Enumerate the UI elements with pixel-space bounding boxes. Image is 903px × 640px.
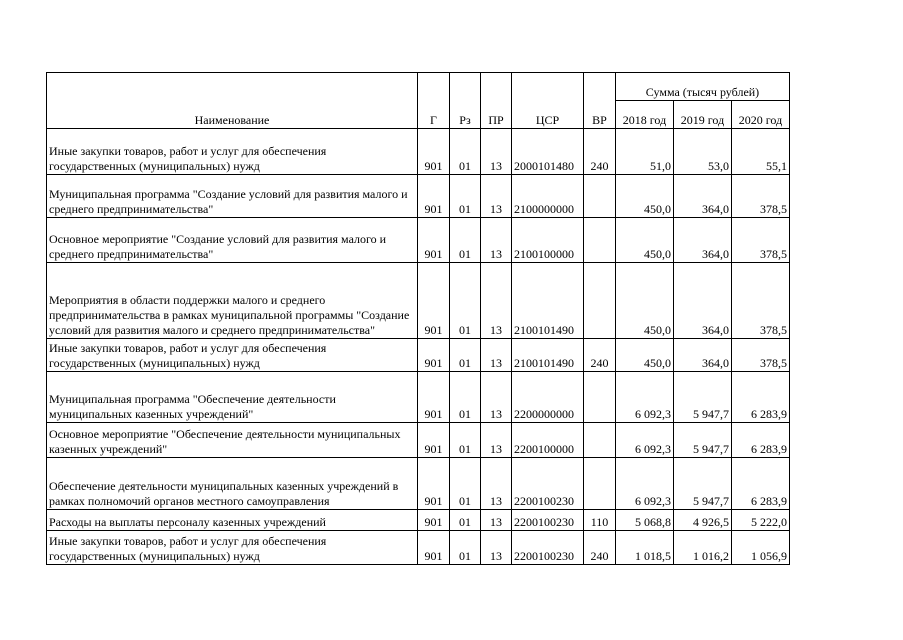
row-sum-2019: 364,0 bbox=[674, 175, 732, 218]
row-vr bbox=[584, 458, 616, 510]
row-sum-2018: 450,0 bbox=[616, 218, 674, 263]
row-sum-2019: 5 947,7 bbox=[674, 372, 732, 423]
row-sum-2018: 1 018,5 bbox=[616, 531, 674, 565]
row-pr: 13 bbox=[481, 372, 512, 423]
table-row bbox=[47, 339, 790, 372]
row-name: Иные закупки товаров, работ и услуг для обеспечения государственных (муниципальных) нужд bbox=[47, 531, 418, 565]
row-sum-2018: 6 092,3 bbox=[616, 423, 674, 458]
row-name: Иные закупки товаров, работ и услуг для обеспечения государственных (муниципальных) нужд bbox=[47, 339, 418, 372]
table-row bbox=[47, 531, 790, 565]
row-rz: 01 bbox=[450, 510, 481, 531]
row-sum-2020: 6 283,9 bbox=[732, 423, 790, 458]
header-vr: ВР bbox=[584, 73, 616, 129]
row-g: 901 bbox=[418, 129, 450, 175]
row-rz: 01 bbox=[450, 531, 481, 565]
row-g: 901 bbox=[418, 372, 450, 423]
row-vr: 240 bbox=[584, 531, 616, 565]
row-sum-2020: 378,5 bbox=[732, 218, 790, 263]
header-rz: Рз bbox=[450, 73, 481, 129]
row-rz: 01 bbox=[450, 263, 481, 339]
header-year-2020: 2020 год bbox=[732, 101, 790, 129]
row-sum-2020: 55,1 bbox=[732, 129, 790, 175]
row-pr: 13 bbox=[481, 458, 512, 510]
row-sum-2018: 6 092,3 bbox=[616, 372, 674, 423]
row-g: 901 bbox=[418, 531, 450, 565]
row-vr bbox=[584, 218, 616, 263]
row-name: Мероприятия в области поддержки малого и среднего предпринимательства в рамках муниципальной программы "Создание условий для развития малого и среднего предпринимательства" bbox=[47, 263, 418, 339]
row-sum-2019: 53,0 bbox=[674, 129, 732, 175]
row-g: 901 bbox=[418, 218, 450, 263]
row-name: Обеспечение деятельности муниципальных казенных учреждений в рамках полномочий органов местного самоуправления bbox=[47, 458, 418, 510]
table-row bbox=[47, 129, 790, 175]
row-pr: 13 bbox=[481, 510, 512, 531]
row-csr: 2200100230 bbox=[512, 458, 584, 510]
table-row bbox=[47, 263, 790, 339]
row-sum-2019: 1 016,2 bbox=[674, 531, 732, 565]
row-csr: 2200100000 bbox=[512, 423, 584, 458]
row-name: Иные закупки товаров, работ и услуг для обеспечения государственных (муниципальных) нужд bbox=[47, 129, 418, 175]
row-sum-2019: 5 947,7 bbox=[674, 458, 732, 510]
row-sum-2020: 5 222,0 bbox=[732, 510, 790, 531]
header-sum: Сумма (тысяч рублей) bbox=[616, 73, 790, 101]
row-sum-2018: 51,0 bbox=[616, 129, 674, 175]
row-sum-2020: 378,5 bbox=[732, 339, 790, 372]
row-csr: 2200100230 bbox=[512, 531, 584, 565]
row-csr: 2100101490 bbox=[512, 339, 584, 372]
row-csr: 2100101490 bbox=[512, 263, 584, 339]
row-name: Основное мероприятие "Обеспечение деятельности муниципальных казенных учреждений" bbox=[47, 423, 418, 458]
row-sum-2019: 364,0 bbox=[674, 218, 732, 263]
row-csr: 2200000000 bbox=[512, 372, 584, 423]
table-row bbox=[47, 372, 790, 423]
row-sum-2018: 5 068,8 bbox=[616, 510, 674, 531]
row-sum-2018: 450,0 bbox=[616, 263, 674, 339]
row-vr: 240 bbox=[584, 129, 616, 175]
row-vr: 240 bbox=[584, 339, 616, 372]
row-pr: 13 bbox=[481, 175, 512, 218]
row-rz: 01 bbox=[450, 175, 481, 218]
header-csr: ЦСР bbox=[512, 73, 584, 129]
row-sum-2018: 450,0 bbox=[616, 339, 674, 372]
row-name: Муниципальная программа "Обеспечение деятельности муниципальных казенных учреждений" bbox=[47, 372, 418, 423]
row-rz: 01 bbox=[450, 218, 481, 263]
row-sum-2018: 6 092,3 bbox=[616, 458, 674, 510]
row-rz: 01 bbox=[450, 339, 481, 372]
row-rz: 01 bbox=[450, 458, 481, 510]
row-csr: 2100100000 bbox=[512, 218, 584, 263]
row-sum-2019: 4 926,5 bbox=[674, 510, 732, 531]
row-sum-2020: 378,5 bbox=[732, 263, 790, 339]
row-csr: 2200100230 bbox=[512, 510, 584, 531]
row-csr: 2000101480 bbox=[512, 129, 584, 175]
row-rz: 01 bbox=[450, 129, 481, 175]
row-g: 901 bbox=[418, 339, 450, 372]
row-pr: 13 bbox=[481, 218, 512, 263]
row-pr: 13 bbox=[481, 423, 512, 458]
row-sum-2019: 364,0 bbox=[674, 339, 732, 372]
row-name: Муниципальная программа "Создание условий для развития малого и среднего предпринимательства" bbox=[47, 175, 418, 218]
row-g: 901 bbox=[418, 423, 450, 458]
row-pr: 13 bbox=[481, 129, 512, 175]
row-pr: 13 bbox=[481, 263, 512, 339]
row-vr: 110 bbox=[584, 510, 616, 531]
header-year-2018: 2018 год bbox=[616, 101, 674, 129]
row-sum-2019: 5 947,7 bbox=[674, 423, 732, 458]
table-row bbox=[47, 218, 790, 263]
row-name: Основное мероприятие "Создание условий для развития малого и среднего предпринимательства" bbox=[47, 218, 418, 263]
row-g: 901 bbox=[418, 510, 450, 531]
row-g: 901 bbox=[418, 263, 450, 339]
row-vr bbox=[584, 372, 616, 423]
header-year-2019: 2019 год bbox=[674, 101, 732, 129]
row-vr bbox=[584, 175, 616, 218]
table-row bbox=[47, 510, 790, 531]
row-sum-2020: 6 283,9 bbox=[732, 458, 790, 510]
row-g: 901 bbox=[418, 458, 450, 510]
row-sum-2019: 364,0 bbox=[674, 263, 732, 339]
row-sum-2018: 450,0 bbox=[616, 175, 674, 218]
table-row bbox=[47, 423, 790, 458]
header-g: Г bbox=[418, 73, 450, 129]
row-vr bbox=[584, 263, 616, 339]
row-g: 901 bbox=[418, 175, 450, 218]
row-pr: 13 bbox=[481, 339, 512, 372]
row-csr: 2100000000 bbox=[512, 175, 584, 218]
header-pr: ПР bbox=[481, 73, 512, 129]
row-name: Расходы на выплаты персоналу казенных учреждений bbox=[47, 510, 418, 531]
header-name: Наименование bbox=[47, 73, 418, 129]
table-row bbox=[47, 458, 790, 510]
row-vr bbox=[584, 423, 616, 458]
row-rz: 01 bbox=[450, 372, 481, 423]
budget-table bbox=[46, 72, 790, 565]
row-sum-2020: 1 056,9 bbox=[732, 531, 790, 565]
row-sum-2020: 6 283,9 bbox=[732, 372, 790, 423]
row-pr: 13 bbox=[481, 531, 512, 565]
table-row bbox=[47, 175, 790, 218]
row-rz: 01 bbox=[450, 423, 481, 458]
row-sum-2020: 378,5 bbox=[732, 175, 790, 218]
